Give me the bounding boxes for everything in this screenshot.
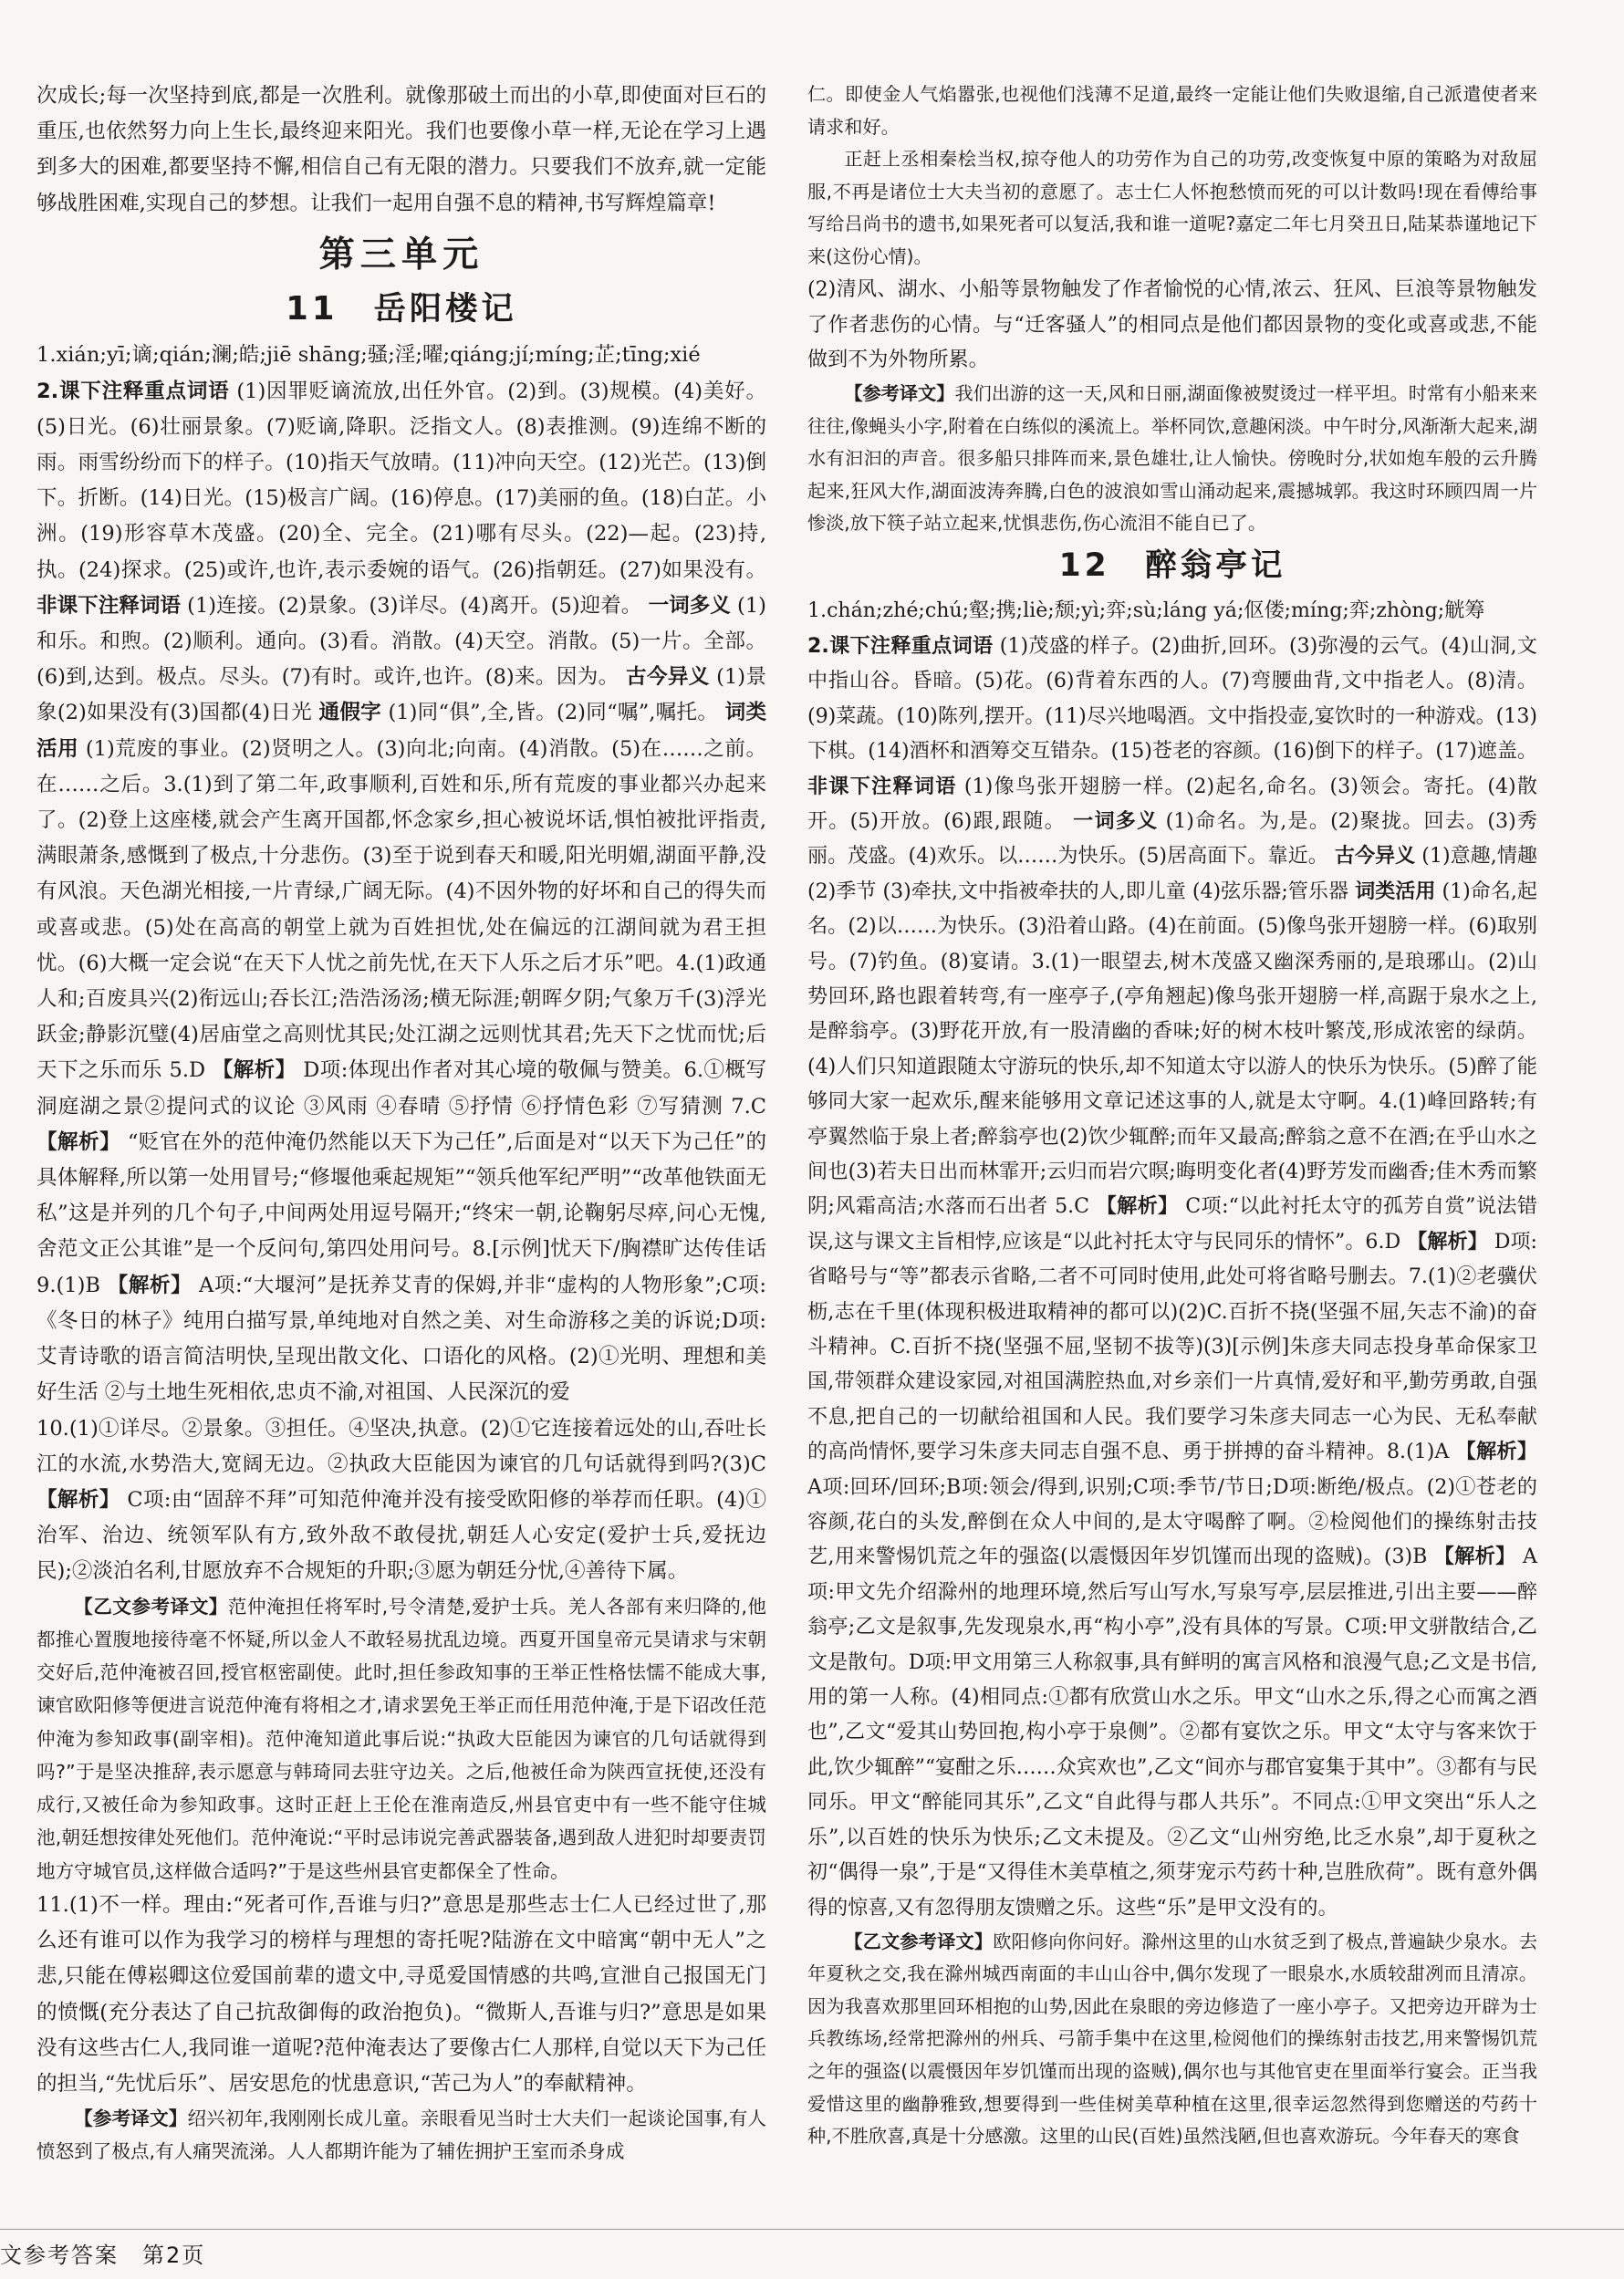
right-column <box>807 78 1537 2153</box>
translation-continued-2: 正赶上丞相秦桧当权,掠夺他人的功劳作为自己的功劳,改变恢复中原的策略为对敌屈服,不再是诸位士大夫当初的意愿了。志士仁人怀抱愁愤而死的可以计数吗!现在看傅给事写给吕尚书的遗书,如果死者可以复活,我和谁一道呢?嘉定二年七月癸丑日,陆某恭谨地记下来(这份心情)。 <box>807 148 1537 267</box>
yiduo-body: (1)和乐。和煦。(2)顺利。通向。(3)看。消散。(4)天空。消散。(5)一片。全部。(6)到,达到。极点。尽头。(7)有时。或许,也许。(8)来。因为。 <box>36 593 766 690</box>
l12-yiwen-label: 【乙文参考译文】 <box>844 1930 994 1952</box>
unit-title: 第三单元 <box>318 234 484 276</box>
jiexi-label: 【解析】 <box>1455 1441 1537 1464</box>
yiwen-body: 范仲淹担任将军时,号令清楚,爱护士兵。羌人各部有来归降的,他都推心置腹地接待毫不怀疑,所以金人不敢轻易扰乱边境。西夏开国皇帝元昊请求与宋朝交好后,范仲淹被召回,授官枢密副使。此时,担任参政知事的王举正性格怯懦不能成大事,谏官欧阳修等便进言说范仲淹有将相之才,请求罢免王举正而任用范仲淹,于是下诏改任范仲淹为参知政事(副宰相)。范仲淹知道此事后说:“执政大臣能因为谏官的几句话就得到吗?”于是坚决推辞,表示愿意与韩琦同去驻守边关。之后,他被任命为陕西宣抚使,还没有成行,又被任命为参知政事。这时正赶上王伦在淮南造反,州县官吏中有一些不能守住城池,朝廷想按律处死他们。范仲淹说:“平时忌讳说完善武器装备,遇到敌人进犯时却要责罚地方守城官员,这样做合适吗?”于是这些州县官吏都保全了性命。 <box>36 1595 766 1882</box>
l12-yiduo-label: 一词多义 <box>1073 809 1159 833</box>
l12-yiwen-body: 欧阳修向你问好。滁州这里的山水贫乏到了极点,普遍缺少泉水。去年夏秋之交,我在滁州城西南面的丰山山谷中,偶尔发现了一眼泉水,水质较甜冽而且清凉。因为我喜欢那里回环相抱的山势,因此在泉眼的旁边修造了一座小亭子。又把旁边开辟为士兵教练场,经常把滁州的州兵、弓箭手集中在这里,检阅他们的操练射击技艺,用来警惕饥荒之年的强盗(以震慑因年岁饥馑而出现的盗贼),偶尔也与其他官吏在里面举行宴会。正当我爱惜这里的幽静雅致,想要得到一些佳树美草种植在这里,很幸运忽然得到您赠送的芍药十种,不胜欣喜,真是十分感激。这里的山民(百姓)虽然浅陋,但也喜欢游玩。今年春天的寒食 <box>807 1930 1538 2148</box>
gujin-label: 古今异义 <box>626 665 710 690</box>
page-footer: 文参考答案 第2页 <box>0 2243 206 2268</box>
l12-yiduo-body: (1)命名。为,是。(2)聚拢。回去。(3)秀丽。茂盛。(4)欢乐。以……为快乐。(5)居高面下。靠近。 <box>807 809 1538 869</box>
yiwen-label: 【乙文参考译文】 <box>74 1595 228 1618</box>
q10-3-body: C项:由“固辞不拜”可知范仲淹并没有接受欧阳修的举荐而任职。(4)①治军、治边、统领军队有方,致外敌不敢侵扰,朝廷人心安定(爱护士兵,爱抚边民);②淡泊名利,甘愿放弃不合规矩的升职;③愿为朝廷分忧,④善待下属。 <box>36 1487 766 1584</box>
cankao-body: 绍兴初年,我刚刚长成儿童。亲眼看见当时士大夫们一起谈论国事,有人愤怒到了极点,有人痛哭流涕。人人都期许能为了辅佐拥护王室而杀身成 <box>36 2107 766 2163</box>
jiexi-label: 【解析】 <box>212 1058 297 1083</box>
yiduo-label: 一词多义 <box>648 593 731 618</box>
left-column <box>36 78 766 2169</box>
cankao-label: 【参考译文】 <box>74 2107 188 2130</box>
l12-cilei-label: 词类活用 <box>1355 879 1436 903</box>
intro-paragraph: 次成长;每一次坚持到底,都是一次胜利。就像那破土而出的小草,即使面对巨石的重压,也依然努力向上生长,最终迎来阳光。我们也要像小草一样,无论在学习上遇到多大的困难,都要坚持不懈,相信自己有无限的潜力。只要我们不放弃,就一定能够战胜困难,实现自己的梦想。让我们一起用自强不息的精神,书写辉煌篇章! <box>36 84 766 215</box>
q10-answer <box>36 1411 766 1590</box>
l12-nonnote-label: 非课下注释词语 <box>807 775 957 798</box>
l12-q5-body: C项:“以此衬托太守的孤芳自赏”说法错误,这与课文主旨相悖,应该是“以此衬托太守与民同乐的情怀”。6.D <box>807 1195 1537 1254</box>
gujin-body: (1)景象(2)如果没有(3)国都(4)日光 <box>36 665 766 725</box>
jiexi-label: 【解析】 <box>1433 1545 1516 1569</box>
l12-q6-body: D项:省略号与“等”都表示省略,二者不可同时使用,此处可将省略号删去。7.(1)②老骥伏枥,志在千里(体现积极进取精神的都可以)(2)C.百折不挠(坚强不屈,矢志不渝)的奋斗精神。C.百折不挠(坚强不屈,坚韧不拔等)(3)[示例]朱彦夫同志投身革命保家卫国,带领群众建设家园,对祖国满腔热血,对乡亲们一片真情,爱好和平,勤劳勇敢,自强不息,把自己的一切献给祖国和人民。我们要学习朱彦夫同志一心为民、无私奉献的高尚情怀,要学习朱彦夫同志自强不息、勇于拼搏的奋斗精神。8.(1)A <box>807 1230 1537 1464</box>
translation-continued: 仁。即使金人气焰嚣张,也视他们浅薄不足道,最终一定能让他们失败退缩,自己派遣使者来请求和好。 <box>807 83 1537 138</box>
q10-body: 10.(1)①详尽。②景象。③担任。④坚决,执意。(2)①它连接着远处的山,吞吐长江的水流,水势浩大,宽阔无边。②执政大臣能因为谏官的几句话就得到吗?(3)C <box>36 1416 766 1476</box>
cilei-body: (1)荒废的事业。(2)贤明之人。(3)向北;向南。(4)消散。(5)在……之前。在……之后。3.(1)到了第二年,政事顺利,百姓和乐,所有荒废的事业都兴办起来了。(2)登上这座楼,就会产生离开国都,怀念家乡,担心被说坏话,惧怕被批评指责,满眼萧条,感慨到了极点,十分悲伤。(3)至于说到春天和暖,阳光明媚,湖面平静,没有风浪。天色湖光相接,一片青绿,广阔无际。(4)不因外物的好坏和自己的得失而或喜或悲。(5)处在高高的朝堂上就为百姓担忧,处在偏远的江湖间就为君王担忧。(6)大概一定会说“在天下人忧之前先忧,在天下人乐之后才乐”吧。4.(1)政通人和;百废具兴(2)衔远山;吞长江;浩浩汤汤;横无际涯;朝晖夕阴;气象万千(3)浮光跃金;静影沉璧(4)居庙堂之高则忧其民;处江湖之远则忧其君;先天下之忧而忧;后天下之乐而乐 <box>36 736 766 1083</box>
l12-q2-label: 2.课下注释重点词语 <box>807 634 994 658</box>
tongjia-body: (1)同“俱”,全,皆。(2)同“嘱”,嘱托。 <box>388 701 719 725</box>
l12-nonnote-body: (1)像鸟张开翅膀一样。(2)起名,命名。(3)领会。寄托。(4)散开。(5)开放。(6)跟,跟随。 <box>807 775 1537 833</box>
q2-answer <box>36 374 766 1411</box>
nonnote-label: 非课下注释词语 <box>36 593 181 618</box>
q2-body: (1)因罪贬谪流放,出任外官。(2)到。(3)规模。(4)美好。(5)日光。(6)壮丽景象。(7)贬谪,降职。泛指文人。(8)表推测。(9)连绵不断的雨。雨雪纷纷而下的样子。(10)指天气放晴。(11)冲向天空。(12)光芒。(13)倒下。折断。(14)日光。(15)极言广阔。(16)停息。(17)美丽的鱼。(18)白芷。小洲。(19)形容草木茂盛。(20)全、完全。(21)哪有尽头。(22)—起。(23)持,执。(24)探求。(25)或许,也许,表示委婉的语气。(26)指朝廷。(27)如果没有。 <box>36 379 766 582</box>
q7-body: “贬官在外的范仲淹仍然能以天下为己任”,后面是对“以天下为己任”的具体解释,所以第一处用冒号;“修堰他乘起规矩”“领兵他军纪严明”“改革他铁面无私”这是并列的几个句子,中间两处用逗号隔开;“终宋一朝,论鞠躬尽瘁,问心无愧,舍范文正公其谁”是一个反问句,第四处用问号。8.[示例]忧天下/胸襟旷达传佳话 9.(1)B <box>36 1129 766 1297</box>
l12-q2-answer <box>807 630 1537 1926</box>
nonnote-body: (1)连接。(2)景象。(3)详尽。(4)离开。(5)迎着。 <box>187 593 642 618</box>
jiexi-label: 【解析】 <box>107 1273 193 1297</box>
l12-q8-body: A项:回环/回环;B项:领会/得到,识别;C项:季节/节日;D项:断绝/极点。(2)①苍老的容颜,花白的头发,醉倒在众人中间的,是太守喝醉了啊。②检阅他们的操练射击技艺,用来警惕饥荒之年的强盗(以震慑因年岁饥馑而出现的盗贼)。(3)B <box>807 1475 1537 1569</box>
tongjia-label: 通假字 <box>318 701 381 725</box>
yiwen-translation <box>36 1590 766 1888</box>
lesson-11-title: 11 岳阳楼记 <box>286 289 517 328</box>
l12-gujin-label: 古今异义 <box>1334 845 1416 869</box>
l12-q8-3-body: A项:甲文先介绍滁州的地理环境,然后写山写水,写泉写亭,层层推进,引出主要——醉翁亭;乙文是叙事,先发现泉水,再“构小亭”,没有具体的写景。C项:甲文骈散结合,乙文是散句。D项:甲文用第三人称叙事,具有鲜明的寓言风格和浪漫气息;乙文是书信,用的第一人称。(4)相同点:①都有欣赏山水之乐。甲文“山水之乐,得之心而寓之酒也”,乙文“爱其山势回抱,构小亭于泉侧”。②都有宴饮之乐。甲文“太守与客来饮于此,饮少辄醉”“宴酣之乐……众宾欢也”,乙文“间亦与郡官宴集于其中”。③都有与民同乐。甲文“醉能同其乐”,乙文“自此得与郡人共乐”。不同点:①甲文突出“乐人之乐”,以百姓的快乐为快乐;乙文未提及。②乙文“山州穷绝,比乏水泉”,却于夏秋之初“偶得一泉”,于是“又得佳木美草植之,须芽宠示芍药十种,岂胜欣荷”。既有意外偶得的惊喜,又有忽得朋友馈赠之乐。这些“乐”是甲文没有的。 <box>807 1545 1537 1920</box>
footer-divider <box>0 2229 1624 2230</box>
cankao-translation <box>36 2102 766 2169</box>
cankao2-label: 【参考译文】 <box>844 382 955 405</box>
q11-answer: 11.(1)不一样。理由:“死者可作,吾谁与归?”意思是那些志士仁人已经过世了,那么还有谁可以作为我学习的榜样与理想的寄托呢?陆游在文中暗寓“朝中无人”之悲,只能在傅崧卿这位爱国前辈的遗文中,寻觅爱国情感的共鸣,宣泄自己报国无门的愤慨(充分表达了自己抗敌御侮的政治抱负)。“微斯人,吾谁与归?”意思是如果没有这些古仁人,我同谁一道呢?范仲淹表达了要像古仁人那样,自觉以天下为己任的担当,“先忧后乐”、居安思危的忧患意识,“苦己为人”的奉献精神。 <box>36 1892 766 2096</box>
cankao2-translation <box>807 378 1537 540</box>
q2b-answer: (2)清风、湖水、小船等景物触发了作者愉悦的心情,浓云、狂风、巨浪等景物触发了作者悲伤的心情。与“迁客骚人”的相同点是他们都因景物的变化或喜或悲,不能做到不为外物所累。 <box>807 278 1537 371</box>
cilei-label: 词类活用 <box>36 701 766 761</box>
lesson-12-title: 12 醉翁亭记 <box>1058 546 1286 584</box>
q1-answer: 1.xián;yī;谪;qián;澜;皓;jiē shāng;骚;淫;曜;qiáng;jí;míng;芷;tīng;xié <box>36 343 701 368</box>
l12-q1-answer: 1.chán;zhé;chú;壑;携;liè;颓;yì;弈;sù;láng yá;伛偻;míng;弈;zhòng;觥筹 <box>807 599 1485 623</box>
jiexi-label: 【解析】 <box>1096 1195 1179 1219</box>
jiexi-label: 【解析】 <box>36 1129 121 1154</box>
jiexi-label: 【解析】 <box>1407 1230 1488 1254</box>
q2-label: 2.课下注释重点词语 <box>36 379 230 403</box>
cankao2-body: 我们出游的这一天,风和日丽,湖面像被熨烫过一样平坦。时常有小船来来往往,像蝇头小字,附着在白练似的溪流上。举杯同饮,意趣闲淡。中午时分,风渐渐大起来,湖水有汩汩的声音。很多船只排阵而来,景色雄壮,让人愉快。傍晚时分,状如炮车般的云升腾起来,狂风大作,湖面波涛奔腾,白色的波浪如雪山涌动起来,震撼城郭。我这时环顾四周一片惨淡,放下筷子站立起来,忧惧悲伤,伤心流泪不能自已了。 <box>807 382 1538 535</box>
q5-number: 5.D <box>169 1058 206 1083</box>
q5-body: D项:体现出作者对其心境的敬佩与赞美。6.①概写洞庭湖之景②提问式的议论 ③风雨 ④春晴 ⑤抒情 ⑥抒情色彩 ⑦写猜测 7.C <box>36 1058 766 1119</box>
l12-gujin-body: (1)意趣,情趣 (2)季节 (3)牵扶,文中指被牵扶的人,即儿童 (4)弦乐器;管乐器 <box>807 845 1537 903</box>
l12-cilei-body: (1)命名,起名。(2)以……为快乐。(3)沿着山路。(4)在前面。(5)像鸟张开翅膀一样。(6)取别号。(7)钓鱼。(8)宴请。3.(1)一眼望去,树木茂盛又幽深秀丽的,是琅琊山。(2)山势回环,路也跟着转弯,有一座亭子,(亭角翘起)像鸟张开翅膀一样,高踞于泉水之上,是醉翁亭。(3)野花开放,有一股清幽的香味;好的树木枝叶繁茂,形成浓密的绿荫。(4)人们只知道跟随太守游玩的快乐,却不知道太守以游人的快乐为快乐。(5)醉了能够同大家一起欢乐,醒来能够用文章记述这事的人,就是太守啊。4.(1)峰回路转;有亭翼然临于泉上者;醉翁亭也(2)饮少辄醉;而年又最高;醉翁之意不在酒;在乎山水之间也(3)若夫日出而林霏开;云归而岩穴暝;晦明变化者(4)野芳发而幽香;佳木秀而繁阴;风霜高洁;水落而石出者 5.C <box>807 879 1537 1219</box>
l12-q2-body: (1)茂盛的样子。(2)曲折,回环。(3)弥漫的云气。(4)山洞,文中指山谷。昏暗。(5)花。(6)背着东西的人。(7)弯腰曲背,文中指老人。(8)清。(9)菜蔬。(10)陈列,摆开。(11)尽兴地喝酒。文中指投壶,宴饮时的一种游戏。(13)下棋。(14)酒杯和酒筹交互错杂。(15)苍老的容颜。(16)倒下的样子。(17)遮盖。 <box>807 634 1537 764</box>
jiexi-label: 【解析】 <box>36 1487 120 1512</box>
l12-yiwen-translation <box>807 1926 1537 2153</box>
q9-body: A项:“大堰河”是抚养艾青的保姆,并非“虚构的人物形象”;C项:《冬日的林子》纯用白描写景,单纯地对自然之美、对生命游移之美的诉说;D项:艾青诗歌的语言简洁明快,呈现出散文化、口语化的风格。(2)①光明、理想和美好生活 ②与土地生死相依,忠贞不渝,对祖国、人民深沉的爱 <box>36 1273 766 1405</box>
